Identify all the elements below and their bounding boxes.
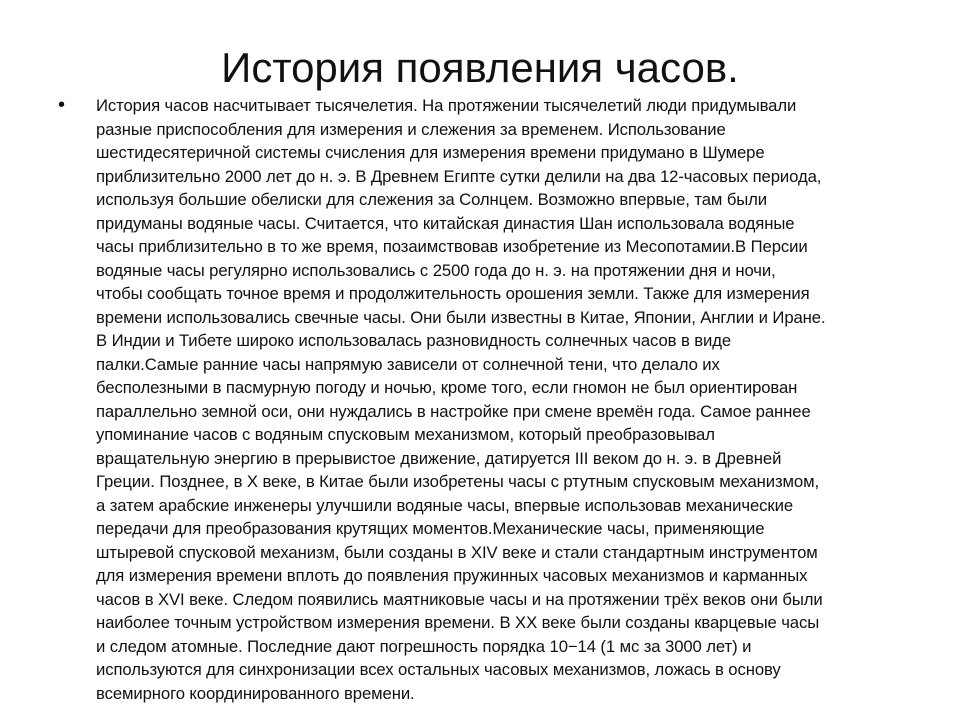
bullet-item: [58, 94, 918, 705]
paragraph-line: используются для синхронизации всех остальных часовых механизмов, ложась в основу: [96, 660, 781, 679]
paragraph-line: приблизительно 2000 лет до н. э. В Древнем Египте сутки делили на два 12-часовых периода,: [96, 166, 822, 186]
bullet-icon: •: [58, 94, 66, 116]
paragraph-line: вращательную энергию в прерывистое движение, датируется III веком до н. э. в Древней: [96, 448, 782, 468]
paragraph-line: часов в XVI веке. Следом появились маятниковые часы и на протяжении трёх веков они были: [96, 589, 823, 609]
slide-body: [58, 94, 918, 705]
bullet-paragraph: [96, 94, 918, 705]
paragraph-line: передачи для преобразования крутящих моментов.Механические часы, применяющие: [96, 519, 765, 538]
paragraph-line: всемирного координированного времени.: [96, 683, 415, 703]
paragraph-line: бесполезными в пасмурную погоду и ночью, кроме того, если гномон не был ориентирован: [96, 378, 798, 397]
paragraph-line: чтобы сообщать точное время и продолжительность орошения земли. Также для измерения: [96, 284, 810, 303]
paragraph-line: и следом атомные. Последние дают погрешность порядка 10−14 (1 мс за 3000 лет) и: [96, 636, 752, 656]
paragraph-line: упоминание часов с водяным спусковым механизмом, который преобразовывал: [96, 425, 715, 444]
paragraph-line: используя большие обелиски для слежения за Солнцем. Возможно впервые, там были: [96, 190, 768, 209]
paragraph-line: шестидесятеричной системы счисления для измерения времени придумано в Шумере: [96, 143, 765, 162]
paragraph-line: параллельно земной оси, они нуждались в настройке при смене времён года. Самое раннее: [96, 401, 811, 421]
paragraph-line: разные приспособления для измерения и слежения за временем. Использование: [96, 119, 726, 139]
paragraph-line: наиболее точным устройством измерения времени. В XX веке были созданы кварцевые часы: [96, 613, 820, 632]
paragraph-line: времени использовались свечные часы. Они были известны в Китае, Японии, Англии и Иране.: [96, 307, 826, 327]
paragraph-line: штыревой спусковой механизм, были созданы в XIV веке и стали стандартным инструментом: [96, 542, 818, 562]
paragraph-line: часы приблизительно в то же время, позаимствовав изобретение из Месопотамии.В Персии: [96, 237, 808, 256]
paragraph-line: а затем арабские инженеры улучшили водяные часы, впервые использовав механические: [96, 495, 794, 515]
slide-title: История появления часов.: [221, 44, 739, 91]
paragraph-line: В Индии и Тибете широко использовалась разновидность солнечных часов в виде: [96, 331, 732, 350]
paragraph-line: придуманы водяные часы. Считается, что китайская династия Шан использовала водяные: [96, 213, 795, 233]
paragraph-line: палки.Самые ранние часы напрямую зависели от солнечной тени, что делало их: [96, 354, 720, 374]
paragraph-line: История часов насчитывает тысячелетия. На протяжении тысячелетий люди придумывали: [96, 96, 797, 115]
paragraph-line: Греции. Позднее, в X веке, в Китае были изобретены часы с ртутным спусковым механизмом,: [96, 472, 819, 491]
paragraph-line: водяные часы регулярно использовались с 2500 года до н. э. на протяжении дня и ночи,: [96, 260, 776, 280]
paragraph-line: для измерения времени вплоть до появления пружинных часовых механизмов и карманных: [96, 566, 808, 585]
